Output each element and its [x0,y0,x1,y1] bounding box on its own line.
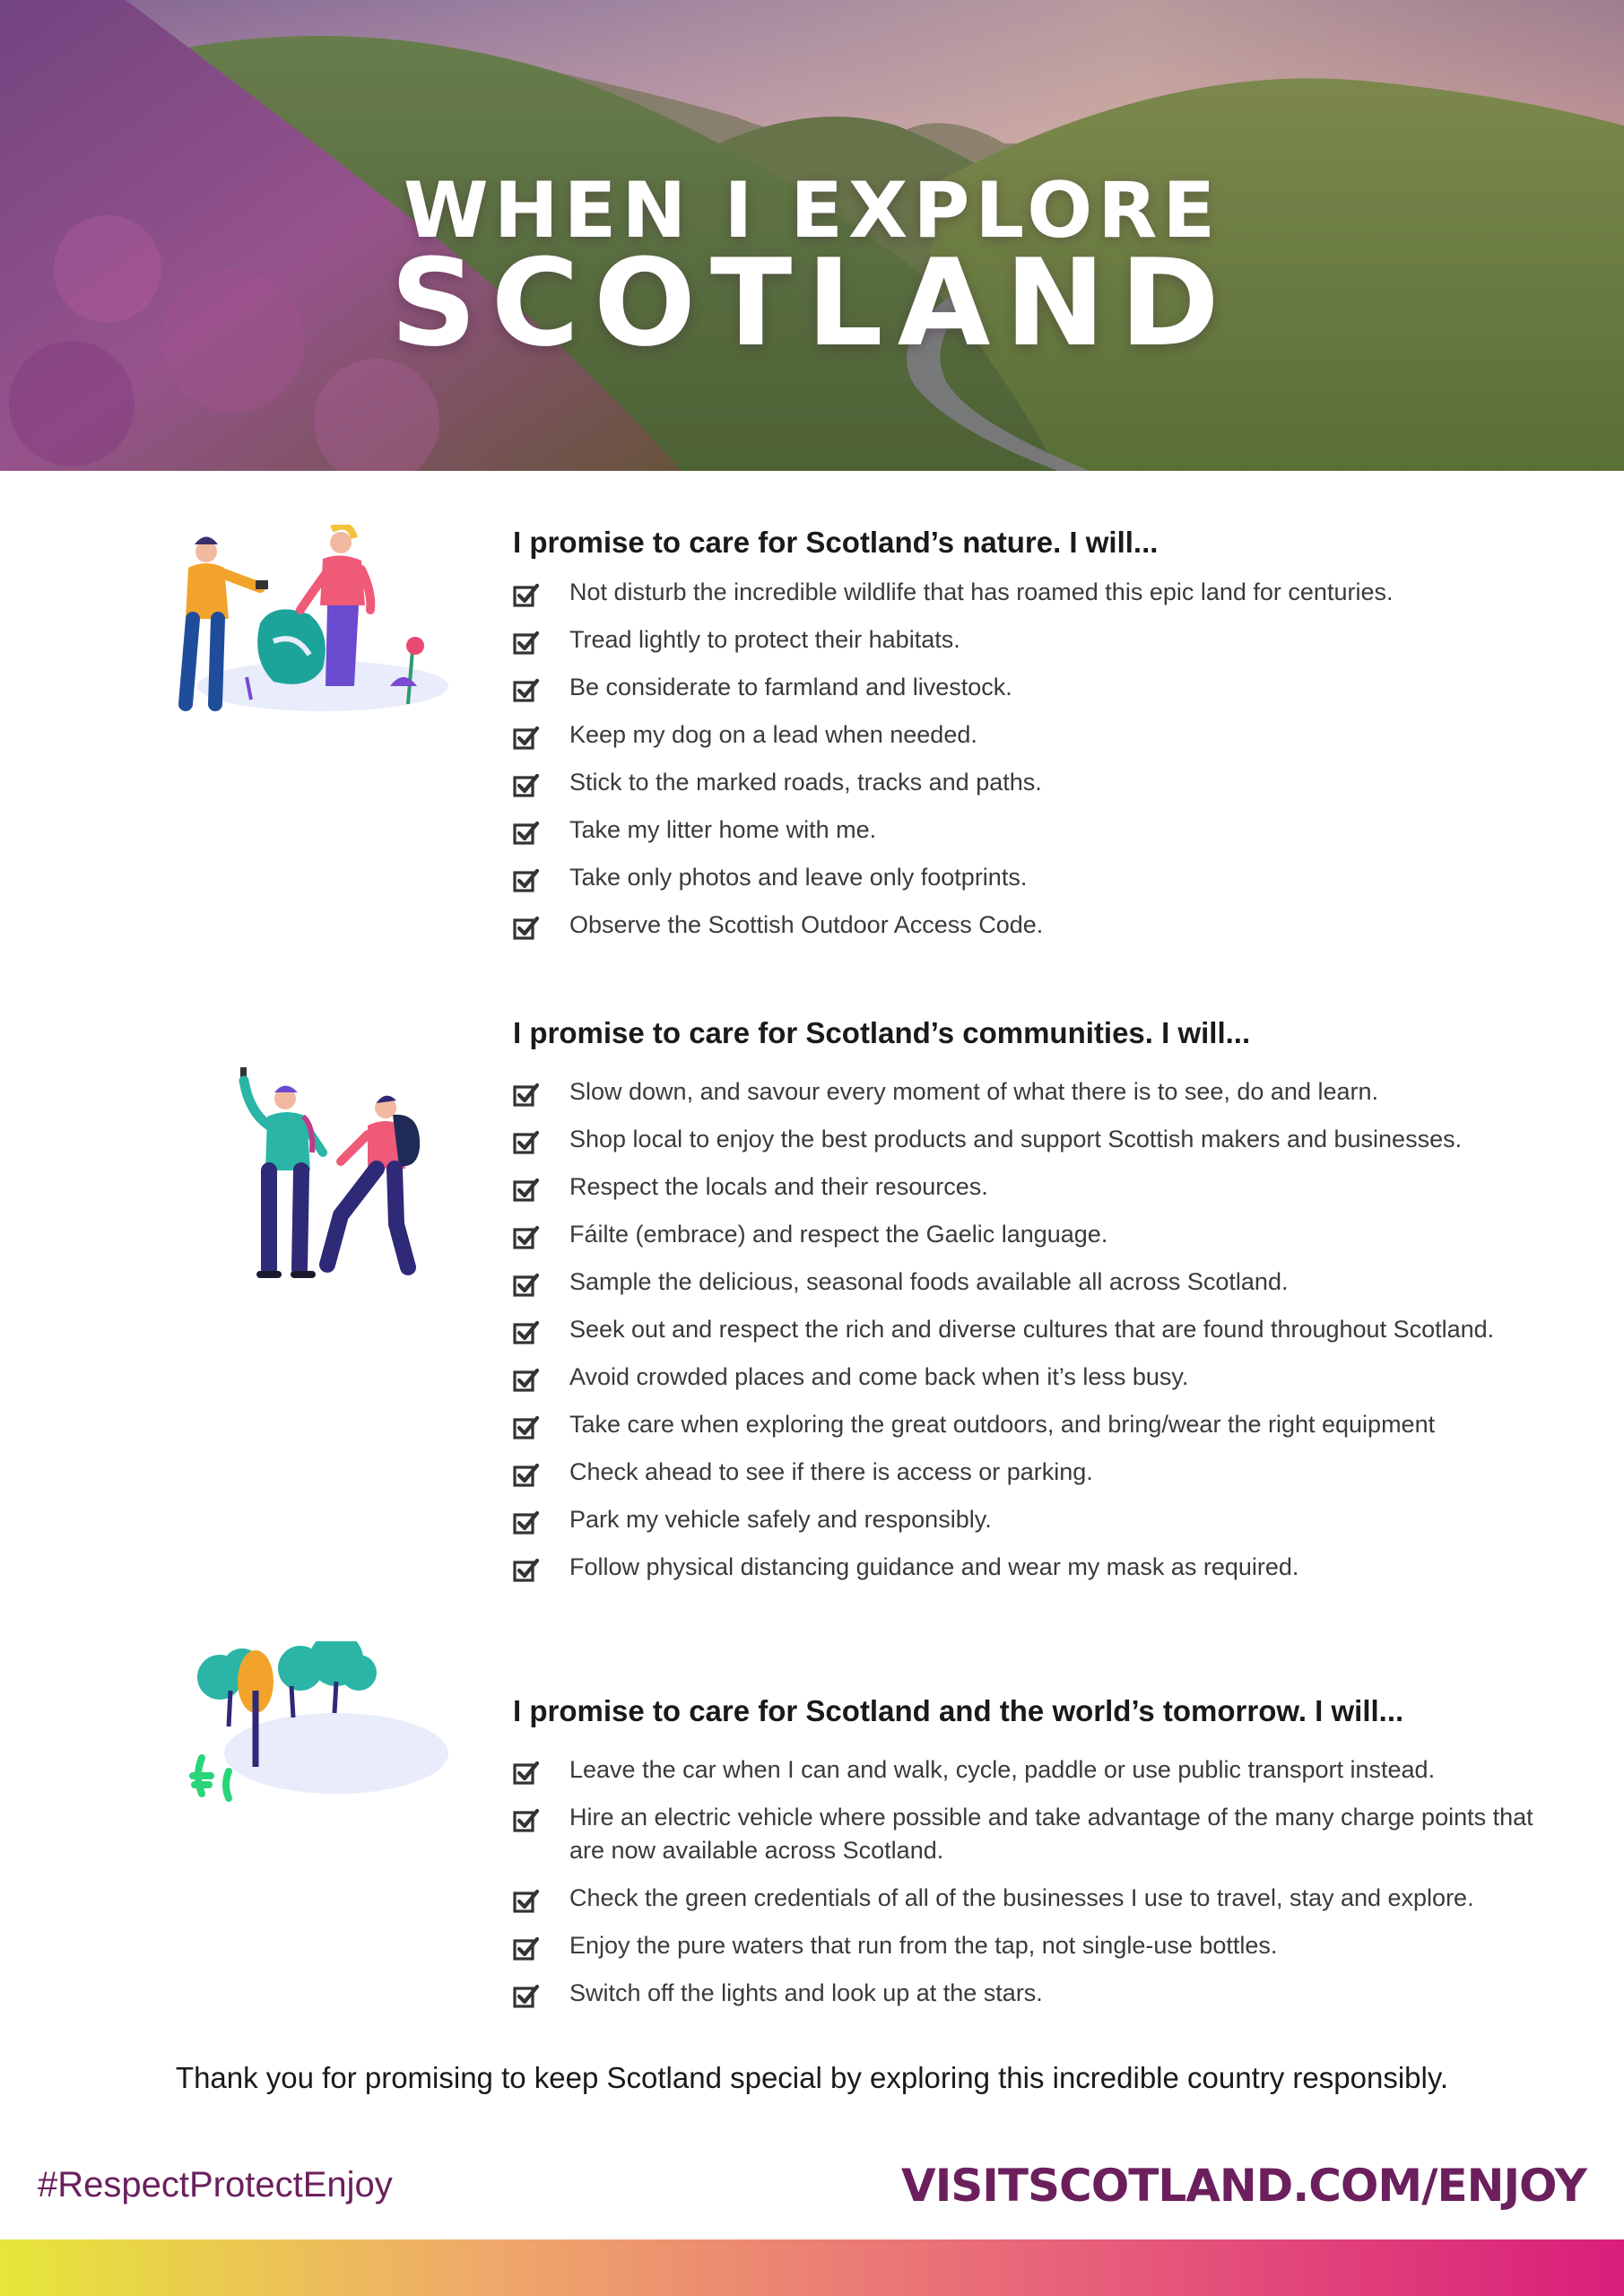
trees-illustration [184,1641,453,1812]
checkbox-checked-icon [513,1414,540,1441]
checkbox-checked-icon [513,1177,540,1204]
promise-item-text: Take care when exploring the great outdoors, and bring/wear the right equipment [569,1411,1436,1438]
checkbox-checked-icon [513,582,540,609]
promise-item-text: Be considerate to farmland and livestock. [569,674,1012,700]
nature-section [513,520,1553,942]
checkbox-checked-icon [513,630,540,657]
promise-item [513,1801,1553,1867]
promise-item [513,1503,1553,1536]
promise-item-text: Shop local to enjoy the best products and support Scottish makers and businesses. [569,1126,1463,1152]
checkbox-checked-icon [513,1367,540,1394]
promise-item [513,576,1553,609]
checkbox-checked-icon [513,1935,540,1962]
promise-item [513,909,1553,942]
promise-item [513,1882,1553,1915]
promise-item-text: Take only photos and leave only footprints. [569,864,1028,891]
promise-item-text: Follow physical distancing guidance and wear my mask as required. [569,1553,1299,1580]
promise-item-text: Respect the locals and their resources. [569,1173,988,1200]
promise-item [513,1361,1553,1394]
promise-item [513,766,1553,799]
checkbox-checked-icon [513,1983,540,2010]
promise-item [513,813,1553,847]
hero-title-line2: SCOTLAND [390,233,1234,373]
promise-item [513,1753,1553,1787]
promise-item-text: Slow down, and savour every moment of what there is to see, do and learn. [569,1078,1378,1105]
promise-item-text: Take my litter home with me. [569,816,877,843]
checkbox-checked-icon [513,725,540,752]
promise-item-text: Hire an electric vehicle where possible and take advantage of the many charge points that are now available across Scotland. [569,1804,1533,1864]
checkbox-checked-icon [513,820,540,847]
promise-list [513,1753,1553,2010]
promise-item [513,861,1553,894]
promise-item [513,671,1553,704]
promise-item [513,1123,1553,1156]
promise-item-text: Avoid crowded places and come back when it’s less busy. [569,1363,1189,1390]
tomorrow-section [513,1689,1553,2010]
checkbox-checked-icon [513,1129,540,1156]
promise-item-text: Leave the car when I can and walk, cycle, paddle or use public transport instead. [569,1756,1436,1783]
promise-list [513,576,1553,942]
promise-item-text: Seek out and respect the rich and diverse cultures that are found throughout Scotland. [569,1316,1495,1343]
promise-item [513,718,1553,752]
promise-item-text: Observe the Scottish Outdoor Access Code. [569,911,1044,938]
section-heading: I promise to care for Scotland and the world’s tomorrow. I will... [513,1694,1404,1727]
promise-item-text: Not disturb the incredible wildlife that has roamed this epic land for centuries. [569,578,1394,605]
hero-title-line1: WHEN I EXPLORE [403,166,1221,256]
checkbox-checked-icon [513,1760,540,1787]
promise-item [513,1170,1553,1204]
promise-item [513,1075,1553,1109]
promise-item-text: Enjoy the pure waters that run from the tap, not single-use bottles. [569,1932,1278,1959]
checkbox-checked-icon [513,1319,540,1346]
checkbox-checked-icon [513,677,540,704]
checkbox-checked-icon [513,915,540,942]
promise-item [513,1408,1553,1441]
promise-item-text: Tread lightly to protect their habitats. [569,626,960,653]
hero-banner [0,0,1624,471]
promise-item [513,1551,1553,1584]
promise-item-text: Park my vehicle safely and responsibly. [569,1506,992,1533]
litter-pickers-illustration [175,525,453,722]
checkbox-checked-icon [513,867,540,894]
promise-item [513,623,1553,657]
promise-item-text: Fáilte (embrace) and respect the Gaelic language. [569,1221,1108,1248]
promise-item [513,1218,1553,1251]
promise-item-text: Check the green credentials of all of the businesses I use to travel, stay and explore. [569,1884,1474,1911]
gradient-footer-bar [0,2239,1624,2296]
promise-item [513,1313,1553,1346]
checkbox-checked-icon [513,1807,540,1834]
thank-you-message: Thank you for promising to keep Scotland special by exploring this incredible country responsibly. [175,2061,1449,2094]
promise-item [513,1265,1553,1299]
promise-item [513,1977,1553,2010]
promise-list [513,1075,1553,1584]
checkbox-checked-icon [513,1224,540,1251]
hashtag-label: #RespectProtectEnjoy [38,2165,393,2205]
section-heading: I promise to care for Scotland’s communities. I will... [513,1016,1251,1049]
checkbox-checked-icon [513,1272,540,1299]
checkbox-checked-icon [513,772,540,799]
promise-item-text: Keep my dog on a lead when needed. [569,721,977,748]
website-link[interactable]: VISITSCOTLAND.COM/ENJOY [901,2160,1586,2212]
hikers-illustration [233,1063,430,1296]
promise-item-text: Sample the delicious, seasonal foods available all across Scotland. [569,1268,1289,1295]
checkbox-checked-icon [513,1462,540,1489]
checkbox-checked-icon [513,1509,540,1536]
checkbox-checked-icon [513,1082,540,1109]
promise-item-text: Check ahead to see if there is access or parking. [569,1458,1093,1485]
promise-item [513,1456,1553,1489]
promise-item-text: Stick to the marked roads, tracks and paths. [569,769,1042,796]
communities-section [513,1011,1553,1584]
section-heading: I promise to care for Scotland’s nature. I will... [513,526,1159,559]
checkbox-checked-icon [513,1557,540,1584]
promise-item-text: Switch off the lights and look up at the stars. [569,1979,1043,2006]
checkbox-checked-icon [513,1888,540,1915]
promise-item [513,1929,1553,1962]
